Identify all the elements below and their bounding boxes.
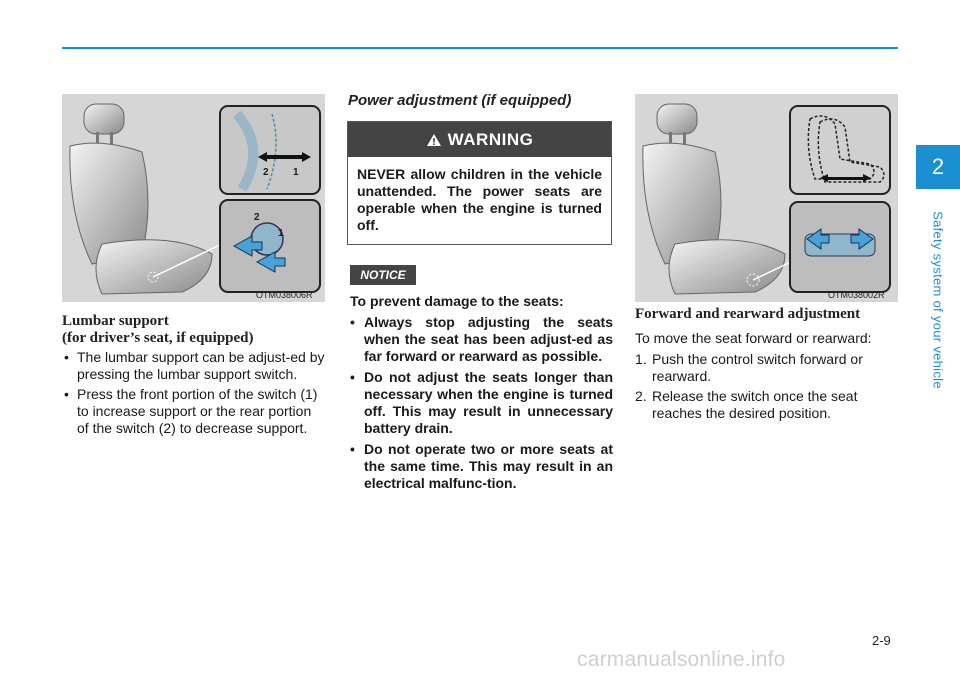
warning-header <box>348 122 611 157</box>
callout-1-bottom: 1 <box>278 228 284 239</box>
chapter-side-title: Safety system of your vehicle <box>930 211 946 389</box>
notice-lead: To prevent damage to the seats: <box>350 293 564 309</box>
seat-illustration-left <box>62 94 325 302</box>
figure-code-right: OTM038002R <box>828 290 885 300</box>
list-item: 2. Release the switch once the seat reaches the desired position. <box>635 388 858 421</box>
forward-rearward-figure <box>635 94 898 302</box>
page-number: 2-9 <box>872 633 891 648</box>
list-item: • The lumbar support can be adjust-ed by pressing the lumbar support switch. <box>64 349 326 383</box>
lumbar-bullets <box>64 349 326 440</box>
top-rule <box>62 47 898 49</box>
notice-badge: NOTICE <box>350 265 416 285</box>
forward-intro: To move the seat forward or rearward: <box>635 330 872 346</box>
list-item: 1. Push the control switch forward or rearward. <box>635 351 863 384</box>
list-item: • Always stop adjusting the seats when the seat has been adjust-ed as far forward or rearward as possible. <box>350 314 613 365</box>
warning-text: NEVER allow children in the vehicle unattended. The power seats are operable when the engine is turned off. <box>357 166 602 233</box>
list-item: • Press the front portion of the switch (1) to increase support or the rear portion of the switch (2) to decrease support. <box>64 386 326 437</box>
notice-body <box>350 293 613 496</box>
lumbar-support-figure <box>62 94 325 302</box>
list-item: • Do not operate two or more seats at the same time. This may result in an electrical malfunc-tion. <box>350 441 613 492</box>
chapter-tab: 2 <box>916 145 960 189</box>
warning-label: WARNING <box>447 129 534 149</box>
callout-2-bottom: 2 <box>254 212 260 223</box>
watermark: carmanualsonline.info <box>577 648 786 671</box>
section-title: Power adjustment (if equipped) <box>348 92 572 109</box>
callout-1-top: 1 <box>293 167 299 178</box>
notice-bullets <box>350 314 613 492</box>
forward-heading: Forward and rearward adjustment <box>635 306 861 322</box>
figure-code-left: OTM038006R <box>256 290 313 300</box>
warning-box <box>347 121 612 245</box>
callout-2-top: 2 <box>263 167 269 178</box>
forward-steps <box>635 351 898 425</box>
list-item: • Do not adjust the seats longer than necessary when the engine is turned off. This may result in unnecessary battery drain. <box>350 369 613 437</box>
lumbar-heading: Lumbar support (for driver’s seat, if equipped) <box>62 313 254 346</box>
seat-illustration-right <box>635 94 898 302</box>
warning-triangle-icon <box>426 133 442 147</box>
